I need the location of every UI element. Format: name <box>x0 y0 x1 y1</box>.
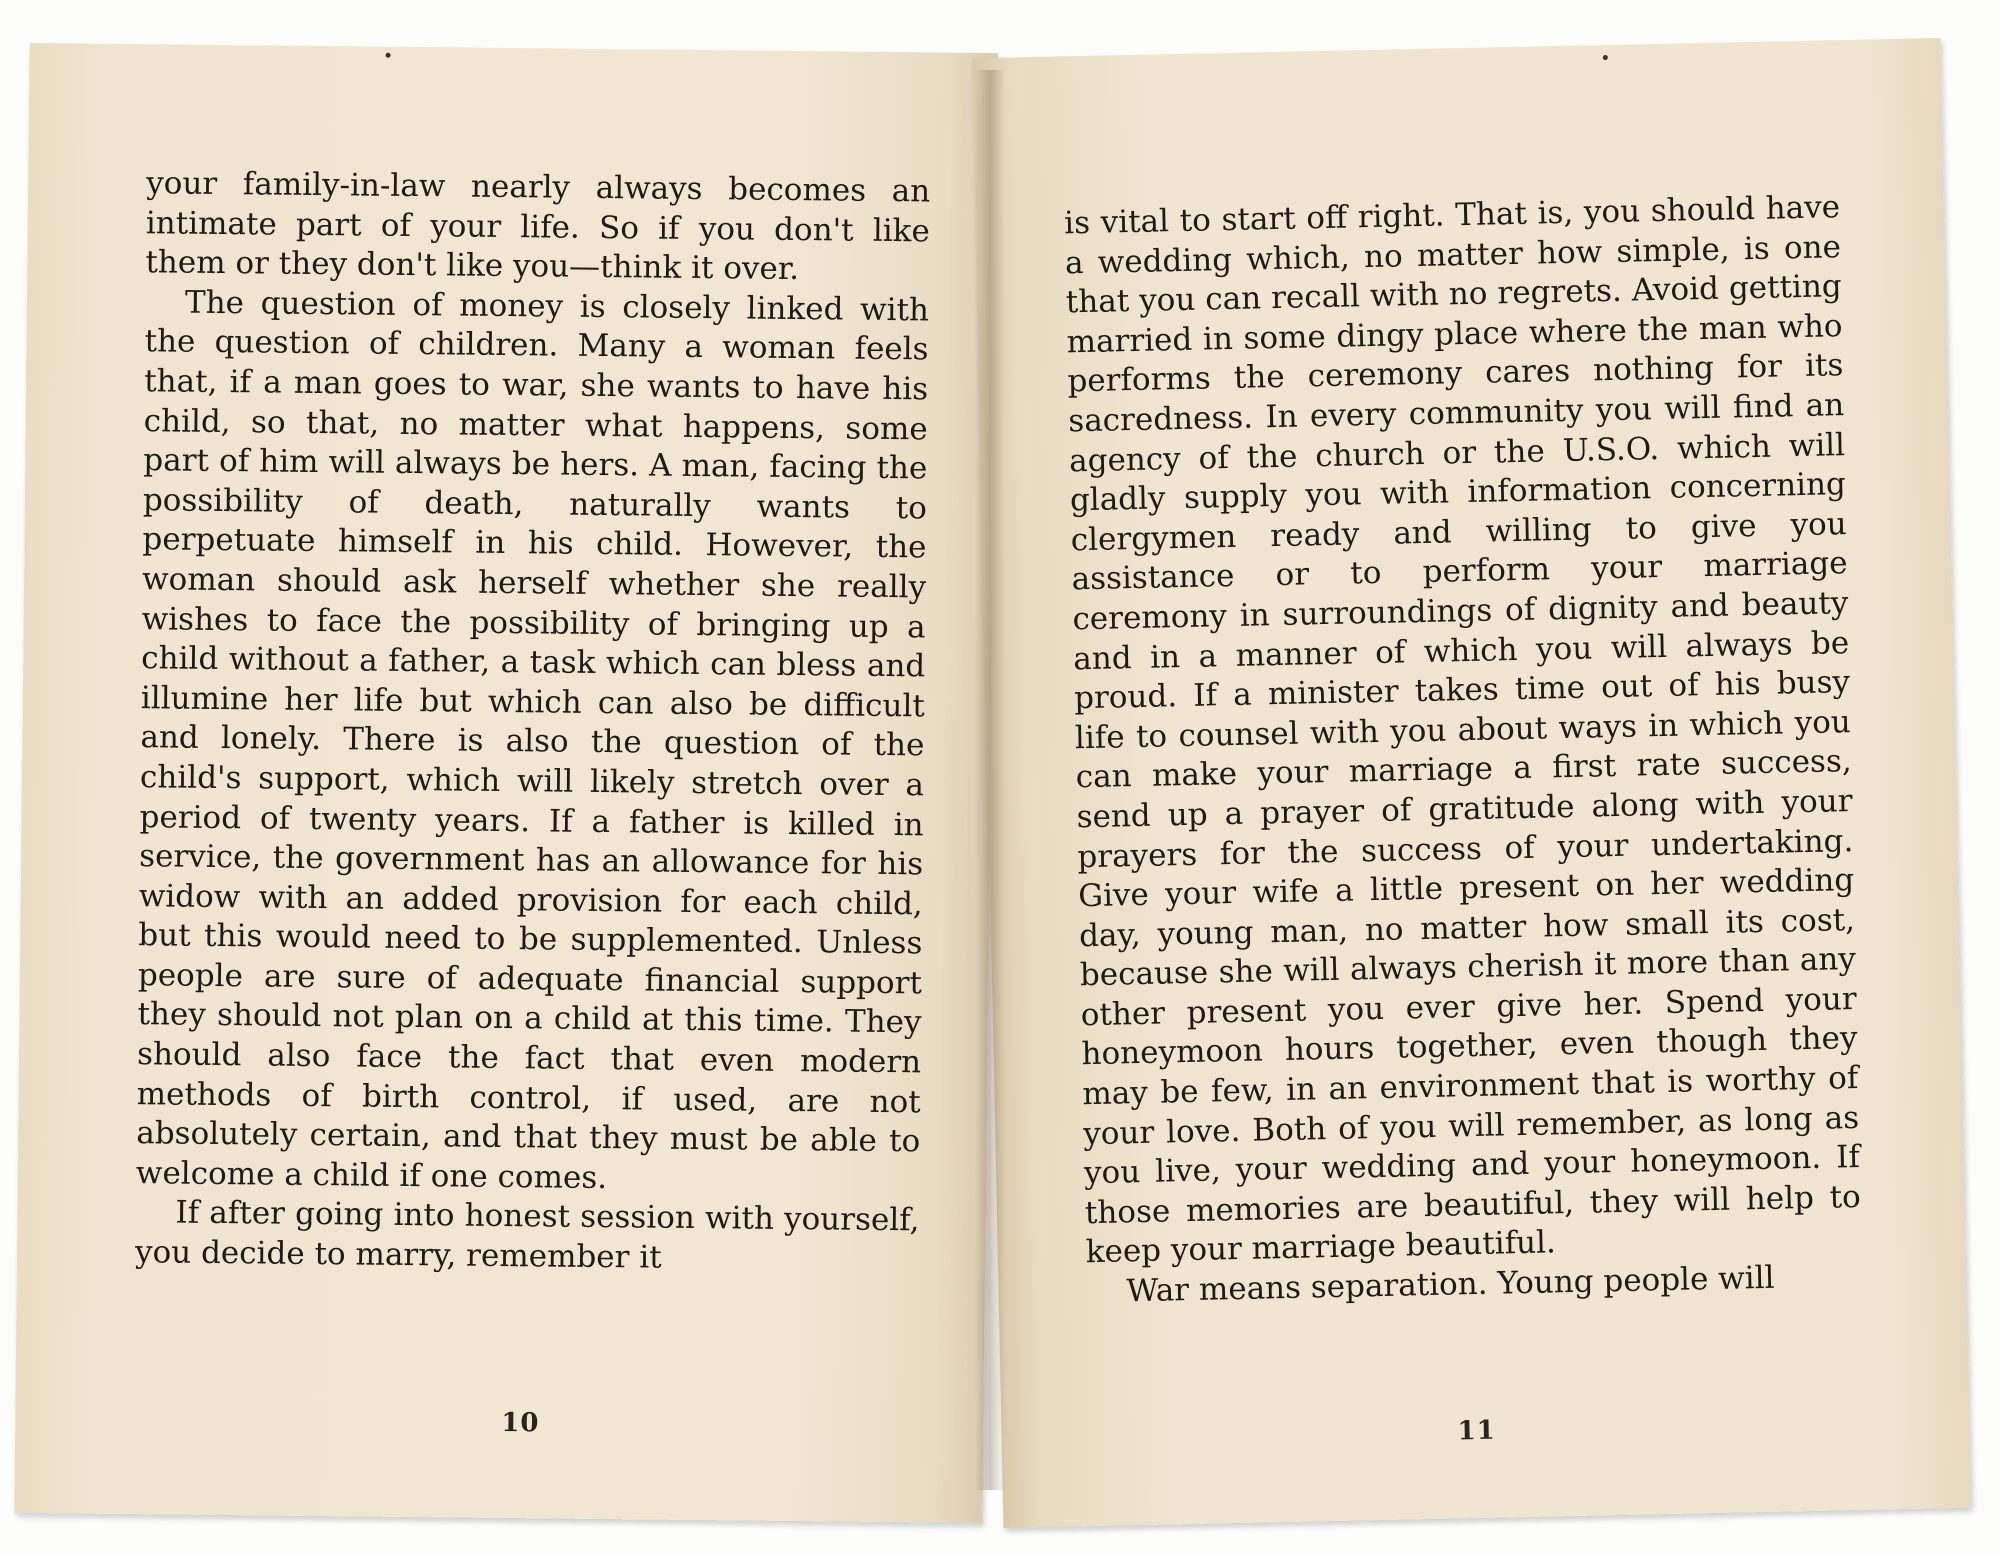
right-page-text <box>1064 188 1863 1313</box>
page-number: 10 <box>501 1407 540 1439</box>
page-number: 11 <box>1457 1415 1497 1447</box>
left-page-text <box>135 164 931 1281</box>
paragraph: is vital to start off right. That is, you should have a wedding which, no matter how simple, is one that you can recall with no regrets. Avoid getting married in some dingy place where the man who performs the ceremony cares nothing for its sacredness. In every community you will find an agency of the church or the U.S.O. which will gladly supply you with information concerning clergymen ready and willing to give you assistance or to perform your marriage ceremony in surroundings of dignity and beauty and in a manner of which you will always be proud. If a minister takes time out of his busy life to counsel with you about ways in which you can make your marriage a first rate success, send up a prayer of gratitude along with your prayers for the success of your undertaking. Give your wife a little present on her wedding day, young man, no matter how small its cost, because she will always cherish it more than any other present you ever give her. Spend your honeymoon hours together, even though they may be few, in an environment that is worthy of your love. Both of you will remember, as long as you live, your wedding and your honeymoon. If those memories are beautiful, they will help to keep your marriage beautiful. <box>1063 189 1862 1271</box>
book-gutter <box>975 70 1005 1490</box>
right-page <box>973 38 1972 1528</box>
staple-hole <box>386 53 391 58</box>
paragraph: War means separation. Young people will <box>1126 1259 1775 1310</box>
paragraph: The question of money is closely linked with the question of children. Many a woman feels that, if a man goes to war, she wants to have his child, so that, no matter what happens, some part of him will always be hers. A man, facing the possibility of death, naturally wants to perpetuate himself in his child. However, the woman should ask herself whether she really wishes to face the possibility of bringing up a child without a father, a task which can bless and illumine her life but which can also be difficult and lonely. There is also the question of the child's support, which will likely stretch over a period of twenty years. If a father is killed in service, the government has an allowance for his widow with an added provision for each child, but this would need to be supplemented. Unless people are sure of adequate financial support they should not plan on a child at this time. They should also face the fact that even modern methods of birth control, if used, are not absolutely certain, and that they must be able to welcome a child if one comes. <box>135 284 930 1196</box>
left-page <box>14 43 997 1523</box>
paragraph: your family-in-law nearly always becomes an intimate part of your life. So if you don't like them or they don't like you—think it over. <box>145 165 931 288</box>
staple-hole <box>1603 55 1608 60</box>
paragraph: If after going into honest session with yourself, you decide to marry, remember it <box>134 1195 920 1276</box>
